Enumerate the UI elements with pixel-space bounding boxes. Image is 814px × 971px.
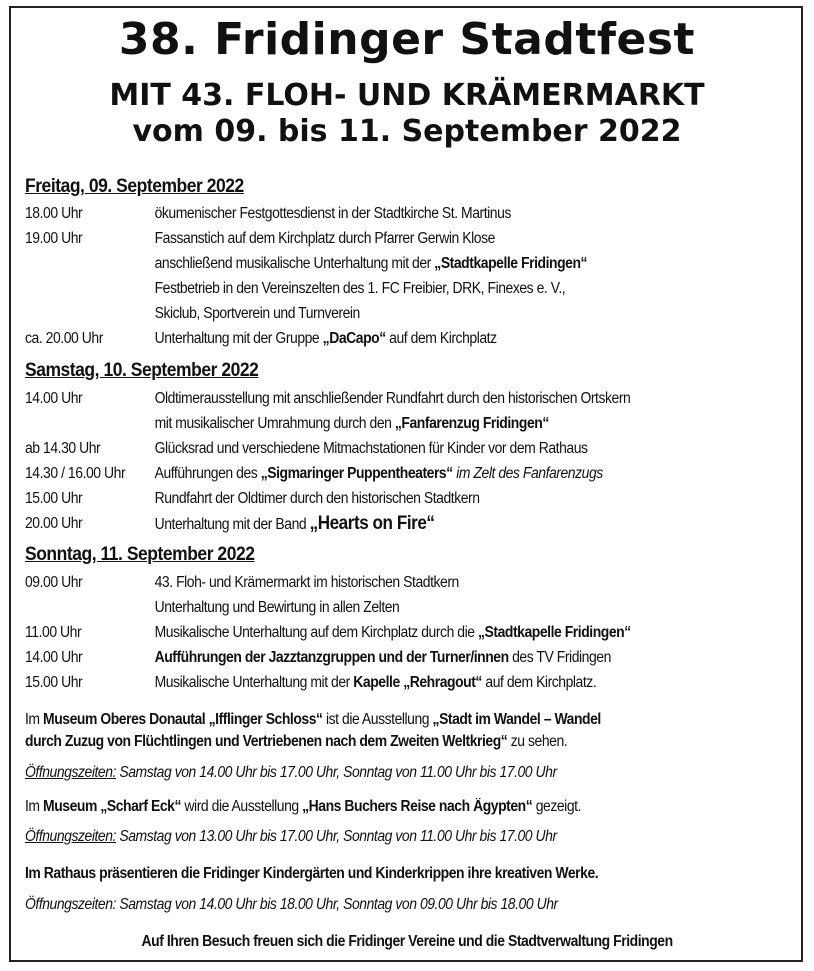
- day-heading-friday: Freitag, 09. September 2022: [25, 176, 244, 197]
- row-text-part: Musikalische Unterhaltung auf dem Kirchplatz durch die: [154, 624, 479, 641]
- row-text-part: auf dem Kirchplatz.: [481, 674, 597, 691]
- row-text: Unterhaltung und Bewirtung in allen Zelten: [154, 599, 400, 616]
- row-text-bold: „Hearts on Fire“: [309, 513, 435, 534]
- row-text-bold: Kapelle „Rehragout“: [353, 674, 482, 691]
- hours-label: Öffnungszeiten:: [25, 764, 116, 781]
- row-text-bold: „Fanfarenzug Fridingen“: [394, 415, 549, 432]
- page-title: 38. Fridinger Stadtfest: [118, 14, 696, 65]
- text-part: Im: [25, 711, 44, 728]
- text-part: ist die Ausstellung: [322, 711, 433, 728]
- day-heading-sunday: Sonntag, 11. September 2022: [25, 544, 255, 565]
- museum-scharf-eck-hours: [25, 826, 557, 848]
- row-text: [155, 646, 611, 670]
- museum-ifflinger-hours: [25, 762, 557, 784]
- row-text-part: Unterhaltung mit der Band: [154, 516, 310, 533]
- row-text: [155, 671, 597, 695]
- rathaus-hours: Öffnungszeiten: Samstag von 14.00 Uhr bis 18.00 Uhr, Sonntag von 09.00 Uhr bis 18.00 Uhr: [25, 896, 558, 913]
- row-text-part: des TV Fridingen: [508, 649, 611, 666]
- row-text: Glücksrad und verschiedene Mitmachstationen für Kinder vor dem Rathaus: [154, 440, 588, 457]
- row-text-bold: „Stadtkapelle Fridingen“: [478, 624, 631, 641]
- row-text: [155, 412, 549, 436]
- text-part: zu sehen.: [507, 733, 568, 750]
- text-bold: Museum „Scharf Eck“: [43, 798, 182, 815]
- subtitle-market: MIT 43. FLOH- UND KRÄMERMARKT: [109, 78, 705, 113]
- text-bold: „Hans Buchers Reise nach Ägypten“: [302, 798, 533, 815]
- museum-scharf-eck-text: [25, 796, 581, 818]
- row-time: 20.00 Uhr: [25, 515, 83, 532]
- text-bold: Museum Oberes Donautal „Ifflinger Schloss“: [43, 711, 323, 728]
- subtitle-dates: vom 09. bis 11. September 2022: [132, 114, 682, 149]
- text-part: gezeigt.: [532, 798, 581, 815]
- row-text-part: Musikalische Unterhaltung mit der: [154, 674, 354, 691]
- row-text: 43. Floh- und Krämermarkt im historischen Stadtkern: [154, 574, 459, 591]
- row-text: Festbetrieb in den Vereinszelten des 1. FC Freibier, DRK, Finexes e. V.,: [154, 280, 566, 297]
- row-time: 19.00 Uhr: [25, 230, 83, 247]
- row-time: 15.00 Uhr: [25, 674, 83, 691]
- row-text: [155, 327, 497, 351]
- row-text: [155, 462, 603, 486]
- text-part: Im: [25, 798, 44, 815]
- row-time: 14.30 / 16.00 Uhr: [25, 465, 126, 482]
- row-text-bold: „DaCapo“: [322, 330, 386, 347]
- row-time: 14.00 Uhr: [25, 390, 83, 407]
- row-text-part: anschließend musikalische Unterhaltung mit der: [154, 255, 435, 272]
- row-time: 11.00 Uhr: [25, 624, 82, 641]
- text-part: wird die Ausstellung: [181, 798, 303, 815]
- row-time: ab 14.30 Uhr: [25, 440, 101, 457]
- footer-text: Auf Ihren Besuch freuen sich die Fridinger Vereine und die Stadtverwaltung Fridingen: [141, 933, 673, 950]
- hours-text: Samstag von 13.00 Uhr bis 17.00 Uhr, Sonntag von 11.00 Uhr bis 17.00 Uhr: [115, 828, 557, 845]
- row-text-bold: „Stadtkapelle Fridingen“: [434, 255, 588, 272]
- day-heading-saturday: Samstag, 10. September 2022: [25, 360, 259, 381]
- row-text-bold: Aufführungen der Jazztanzgruppen und der Turner/innen: [154, 649, 509, 666]
- row-text-part: mit musikalischer Umrahmung durch den: [154, 415, 395, 432]
- row-text: [155, 512, 435, 537]
- row-text: ökumenischer Festgottesdienst in der Stadtkirche St. Martinus: [154, 205, 511, 222]
- row-time: 14.00 Uhr: [25, 649, 83, 666]
- row-text: [155, 621, 631, 645]
- row-time: 09.00 Uhr: [25, 574, 83, 591]
- museum-ifflinger-text: [25, 709, 601, 753]
- text-bold: durch Zuzug von Flüchtlingen und Vertriebenen nach dem Zweiten Weltkrieg“: [25, 733, 508, 750]
- footer-wrap: [0, 930, 814, 954]
- row-text-italic: im Zelt des Fanfarenzugs: [452, 465, 603, 482]
- row-text-bold: „Sigmaringer Puppentheaters“: [260, 465, 453, 482]
- hours-text: Samstag von 14.00 Uhr bis 17.00 Uhr, Sonntag von 11.00 Uhr bis 17.00 Uhr: [115, 764, 557, 781]
- row-text: [155, 252, 587, 276]
- row-text: Skiclub, Sportverein und Turnverein: [154, 305, 360, 322]
- row-time: 15.00 Uhr: [25, 490, 83, 507]
- rathaus-text: Im Rathaus präsentieren die Fridinger Kindergärten und Kinderkrippen ihre kreativen Werke.: [25, 865, 599, 882]
- row-text-part: Unterhaltung mit der Gruppe: [154, 330, 323, 347]
- row-text: Rundfahrt der Oldtimer durch den historischen Stadtkern: [154, 490, 480, 507]
- text-bold: „Stadt im Wandel – Wandel: [432, 711, 601, 728]
- hours-label: Öffnungszeiten:: [25, 828, 116, 845]
- row-text: Oldtimerausstellung mit anschließender Rundfahrt durch den historischen Ortskern: [154, 390, 631, 407]
- row-text-part: Aufführungen des: [154, 465, 261, 482]
- row-time: 18.00 Uhr: [25, 205, 83, 222]
- row-text: Fassanstich auf dem Kirchplatz durch Pfarrer Gerwin Klose: [154, 230, 495, 247]
- row-time: ca. 20.00 Uhr: [25, 330, 103, 347]
- row-text-part: auf dem Kirchplatz: [385, 330, 497, 347]
